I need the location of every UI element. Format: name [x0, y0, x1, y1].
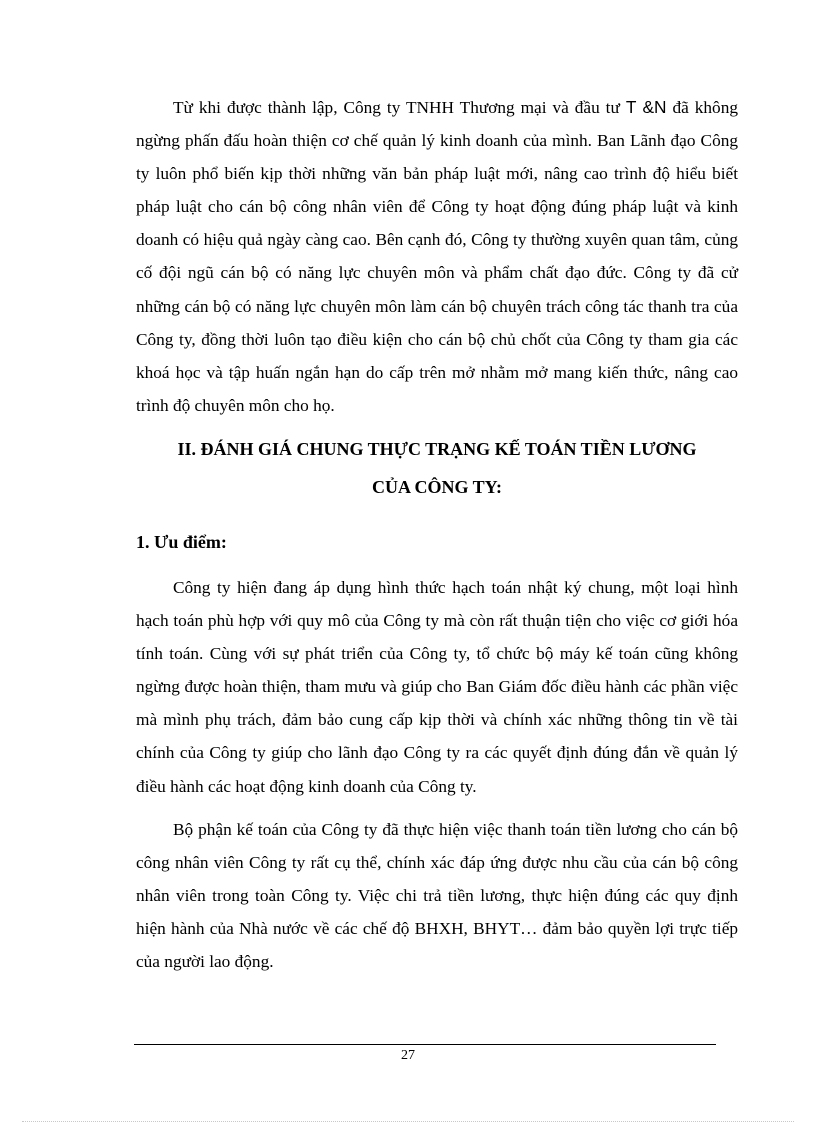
section-heading [136, 430, 738, 506]
intro-text-rest: đã không ngừng phấn đấu hoàn thiện cơ chế quản lý kinh doanh của mình. Ban Lãnh đạo Công ty luôn phổ biến kịp thời những văn bản pháp luật mới, nâng cao trình độ hiểu biết pháp luật cho cán bộ công nhân viên để Công ty hoạt động đúng pháp luật và kinh doanh có hiệu quả ngày càng cao. Bên cạnh đó, Công ty thường xuyên quan tâm, củng cố đội ngũ cán bộ có năng lực chuyên môn và phẩm chất đạo đức. Công ty đã cử những cán bộ có năng lực chuyên môn làm cán bộ chuyên trách công tác thanh tra của Công ty, đồng thời luôn tạo điều kiện cho cán bộ chủ chốt của Công ty tham gia các khoá học và tập huấn ngắn hạn do cấp trên mở nhằm mở mang kiến thức, nâng cao trình độ chuyên môn cho họ. [136, 98, 738, 415]
page-edge-dotted-line [22, 1121, 794, 1122]
subsection-heading: 1. Ưu điểm: [136, 531, 227, 552]
footer-divider [134, 1044, 716, 1045]
section-heading-line-1: II. ĐÁNH GIÁ CHUNG THỰC TRẠNG KẾ TOÁN TIỀN LƯƠNG [177, 438, 697, 459]
advantages-paragraph-1: Công ty hiện đang áp dụng hình thức hạch toán nhật ký chung, một loại hình hạch toán phù hợp với quy mô của Công ty mà còn rất thuận tiện cho việc cơ giới hóa tính toán. Cùng với sự phát triển của Công ty, tổ chức bộ máy kế toán cũng không ngừng được hoàn thiện, tham mưu và giúp cho Ban Giám đốc điều hành các phần việc mà mình phụ trách, đảm bảo cung cấp kịp thời và chính xác những thông tin về tài chính của Công ty giúp cho lãnh đạo Công ty ra các quyết định đúng đắn về quản lý điều hành các hoạt động kinh doanh của Công ty. [136, 577, 738, 796]
page-number: 27 [401, 1048, 415, 1063]
advantages-paragraph-2: Bộ phận kế toán của Công ty đã thực hiện việc thanh toán tiền lương cho cán bộ công nhân viên Công ty rất cụ thể, chính xác đáp ứng được nhu cầu của cán bộ công nhân viên trong toàn Công ty. Việc chi trả tiền lương, thực hiện đúng các quy định hiện hành của Nhà nước về các chế độ BHXH, BHYT… đảm bảo quyền lợi trực tiếp của người lao động. [136, 819, 738, 971]
page-body [136, 91, 738, 988]
company-code: T &N [625, 97, 667, 117]
intro-text-start: Từ khi được thành lập, Công ty TNHH Thương mại và đầu tư [173, 98, 620, 117]
section-heading-line-2: CỦA CÔNG TY: [371, 476, 503, 497]
intro-paragraph [136, 91, 738, 422]
